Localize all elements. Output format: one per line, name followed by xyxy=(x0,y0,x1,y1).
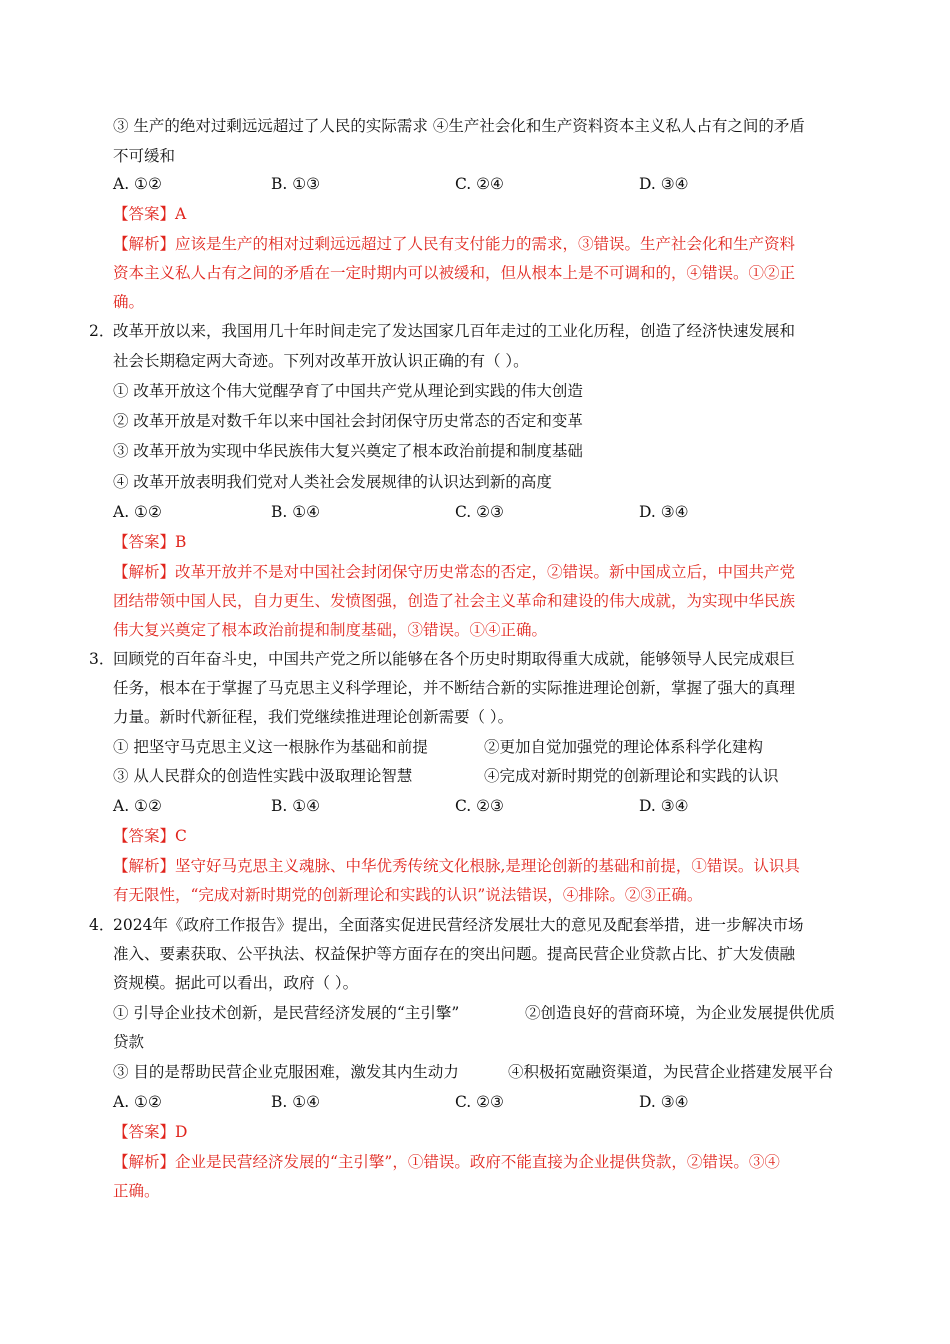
statement-line: ②更加自觉加强党的理论体系科学化建构 xyxy=(484,738,764,756)
analysis-line: 有无限性，“完成对新时期党的创新理论和实践的认识”说法错误，④排除。②③正确。 xyxy=(113,886,703,904)
option-c: C. ②④ xyxy=(455,175,504,193)
analysis-line: 【解析】坚守好马克思主义魂脉、中华优秀传统文化根脉,是理论创新的基础和前提，①错误。认识具 xyxy=(113,857,800,875)
statement-line: 贷款 xyxy=(113,1033,145,1051)
option-a: A. ①② xyxy=(113,1093,162,1111)
question-line: 准入、要素获取、公平执法、权益保护等方面存在的突出问题。提高民营企业贷款占比、扩大发债融 xyxy=(113,945,796,963)
answer-label: 【答案】B xyxy=(113,533,187,551)
statement-line: ① 改革开放这个伟大觉醒孕育了中国共产党从理论到实践的伟大创造 xyxy=(113,382,583,400)
statement-line: ② 改革开放是对数千年以来中国社会封闭保守历史常态的否定和变革 xyxy=(113,412,583,430)
option-d: D. ③④ xyxy=(639,175,689,193)
option-b: B. ①③ xyxy=(271,175,321,193)
statement-line: ④积极拓宽融资渠道，为民营企业搭建发展平台 xyxy=(508,1063,834,1081)
answer-label: 【答案】D xyxy=(113,1123,188,1141)
option-d: D. ③④ xyxy=(639,1093,689,1111)
option-a: A. ①② xyxy=(113,797,162,815)
statement-line: ③ 目的是帮助民营企业克服困难，激发其内生动力 xyxy=(113,1063,459,1081)
analysis-line: 伟大复兴奠定了根本政治前提和制度基础，③错误。①④正确。 xyxy=(113,621,548,639)
option-c: C. ②③ xyxy=(455,503,504,521)
answer-label: 【答案】A xyxy=(113,205,187,223)
option-b: B. ①④ xyxy=(271,797,321,815)
question-line: 改革开放以来，我国用几十年时间走完了发达国家几百年走过的工业化历程，创造了经济快速发展和 xyxy=(113,322,796,340)
question-line: 任务，根本在于掌握了马克思主义科学理论，并不断结合新的实际推进理论创新，掌握了强大的真理 xyxy=(113,679,796,697)
statement-line: ②创造良好的营商环境，为企业发展提供优质 xyxy=(525,1004,836,1022)
analysis-line: 【解析】企业是民营经济发展的“主引擎”，①错误。政府不能直接为企业提供贷款，②错误。③④ xyxy=(113,1153,780,1171)
question-number: 4． xyxy=(89,916,115,934)
question-line: 资规模。据此可以看出，政府（ ）。 xyxy=(113,974,359,992)
analysis-line: 确。 xyxy=(113,293,145,311)
statement-line: ③ 改革开放为实现中华民族伟大复兴奠定了根本政治前提和制度基础 xyxy=(113,442,583,460)
analysis-line: 【解析】改革开放并不是对中国社会封闭保守历史常态的否定，②错误。新中国成立后，中国共产党 xyxy=(113,563,796,581)
question-line: 不可缓和 xyxy=(113,147,176,165)
option-a: A. ①② xyxy=(113,175,162,193)
option-a: A. ①② xyxy=(113,503,162,521)
analysis-line: 【解析】应该是生产的相对过剩远远超过了人民有支付能力的需求，③错误。生产社会化和生产资料 xyxy=(113,235,796,253)
analysis-line: 正确。 xyxy=(113,1182,160,1200)
question-line: 社会长期稳定两大奇迹。下列对改革开放认识正确的有（ ）。 xyxy=(113,352,529,370)
question-number: 2． xyxy=(89,322,115,340)
option-d: D. ③④ xyxy=(639,797,689,815)
option-b: B. ①④ xyxy=(271,1093,321,1111)
question-line: 回顾党的百年奋斗史，中国共产党之所以能够在各个历史时期取得重大成就，能够领导人民完成艰巨 xyxy=(113,650,796,668)
statement-line: ③ 从人民群众的创造性实践中汲取理论智慧 xyxy=(113,767,413,785)
statement-line: ① 把坚守马克思主义这一根脉作为基础和前提 xyxy=(113,738,428,756)
statement-line: ④ 改革开放表明我们党对人类社会发展规律的认识达到新的高度 xyxy=(113,473,552,491)
option-b: B. ①④ xyxy=(271,503,321,521)
analysis-line: 资本主义私人占有之间的矛盾在一定时期内可以被缓和，但从根本上是不可调和的，④错误。①②正 xyxy=(113,264,796,282)
statement-line: ① 引导企业技术创新，是民营经济发展的“主引擎” xyxy=(113,1004,460,1022)
option-d: D. ③④ xyxy=(639,503,689,521)
statement-line: ④完成对新时期党的创新理论和实践的认识 xyxy=(484,767,779,785)
question-line: 力量。新时代新征程，我们党继续推进理论创新需要（ ）。 xyxy=(113,708,514,726)
question-line: 2024年《政府工作报告》提出，全面落实促进民营经济发展壮大的意见及配套举措，进一步解决市场 xyxy=(113,916,804,934)
question-line: ③ 生产的绝对过剩远远超过了人民的实际需求 ④生产社会化和生产资料资本主义私人占有之间的矛盾 xyxy=(113,117,805,135)
analysis-line: 团结带领中国人民，自力更生、发愤图强，创造了社会主义革命和建设的伟大成就，为实现中华民族 xyxy=(113,592,796,610)
answer-label: 【答案】C xyxy=(113,827,187,845)
question-number: 3． xyxy=(89,650,115,668)
option-c: C. ②③ xyxy=(455,1093,504,1111)
option-c: C. ②③ xyxy=(455,797,504,815)
